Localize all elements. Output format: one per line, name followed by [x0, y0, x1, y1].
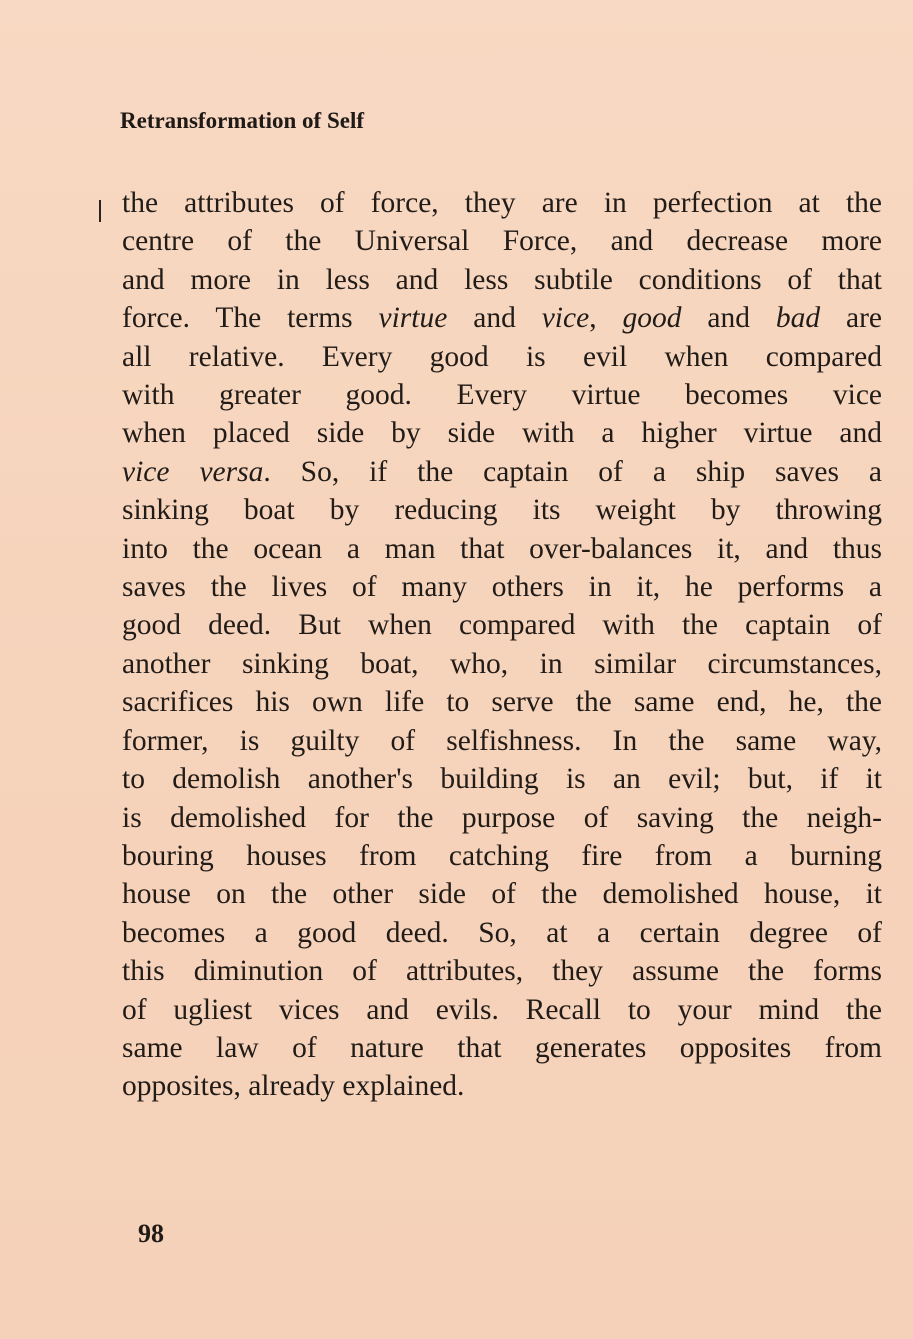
text-line — [122, 952, 882, 990]
text-run: all relative. Every good is evil when compared — [122, 340, 882, 373]
text-run: when placed side by side with a higher virtue and — [122, 417, 882, 450]
text-run: are — [820, 302, 883, 335]
text-run: and more in less and less subtile conditions of that — [122, 263, 882, 296]
text-run: is demolished for the purpose of saving the neigh- — [122, 801, 882, 834]
text-run: the attributes of force, they are in perfection at the — [122, 187, 882, 219]
text-line — [122, 414, 882, 452]
text-run: bouring houses from catching fire from a burning — [122, 839, 882, 872]
text-line — [122, 184, 882, 222]
text-line — [122, 530, 882, 568]
running-head: Retransformation of Self — [120, 108, 365, 133]
text-line — [122, 914, 882, 952]
text-run: into the ocean a man that over-balances it, and thus — [122, 532, 882, 565]
text-line — [122, 799, 882, 837]
text-line — [122, 299, 882, 337]
text-run: former, is guilty of selfishness. In the same way, — [122, 724, 882, 757]
italic-term: bad — [775, 302, 821, 335]
text-run: . So, if the captain of a ship saves a — [263, 455, 882, 488]
text-line — [122, 875, 882, 913]
margin-mark — [99, 200, 101, 222]
italic-term: virtue — [378, 302, 448, 335]
text-run: force. The terms — [122, 302, 379, 335]
page-number: 98 — [138, 1219, 164, 1248]
body-paragraph — [122, 184, 882, 1106]
text-line — [122, 261, 882, 299]
text-run: to demolish another's building is an evil; but, if it — [122, 763, 882, 796]
text-run: , — [589, 302, 623, 335]
text-line — [122, 376, 882, 414]
text-line — [122, 837, 882, 875]
text-line — [122, 1067, 882, 1105]
text-run: same law of nature that generates opposites from — [122, 1031, 882, 1064]
text-line — [122, 722, 882, 760]
text-line — [122, 222, 882, 260]
italic-term: vice — [541, 302, 590, 335]
text-run: another sinking boat, who, in similar circumstances, — [122, 647, 882, 680]
text-line — [122, 453, 882, 491]
text-run: house on the other side of the demolished house, it — [122, 878, 882, 911]
text-line — [122, 683, 882, 721]
text-run: sinking boat by reducing its weight by throwing — [122, 494, 882, 527]
text-run: and — [447, 302, 542, 335]
text-run: and — [681, 302, 776, 335]
text-line — [122, 568, 882, 606]
text-run: of ugliest vices and evils. Recall to your mind the — [122, 993, 882, 1026]
text-line — [122, 760, 882, 798]
text-run: this diminution of attributes, they assume the forms — [122, 955, 882, 988]
text-run: opposites, already explained. — [122, 1070, 465, 1103]
text-line — [122, 991, 882, 1029]
text-line — [122, 338, 882, 376]
italic-term: vice versa — [122, 455, 264, 488]
text-line — [122, 491, 882, 529]
text-run: becomes a good deed. So, at a certain degree of — [122, 916, 882, 949]
text-line — [122, 1029, 882, 1067]
text-line — [122, 645, 882, 683]
text-run: sacrifices his own life to serve the same end, he, the — [122, 686, 882, 719]
text-line — [122, 606, 882, 644]
text-run: with greater good. Every virtue becomes vice — [122, 379, 882, 412]
text-run: good deed. But when compared with the captain of — [122, 609, 882, 642]
italic-term: good — [622, 302, 682, 335]
text-run: centre of the Universal Force, and decrease more — [122, 225, 882, 258]
text-run: saves the lives of many others in it, he performs a — [122, 571, 882, 604]
